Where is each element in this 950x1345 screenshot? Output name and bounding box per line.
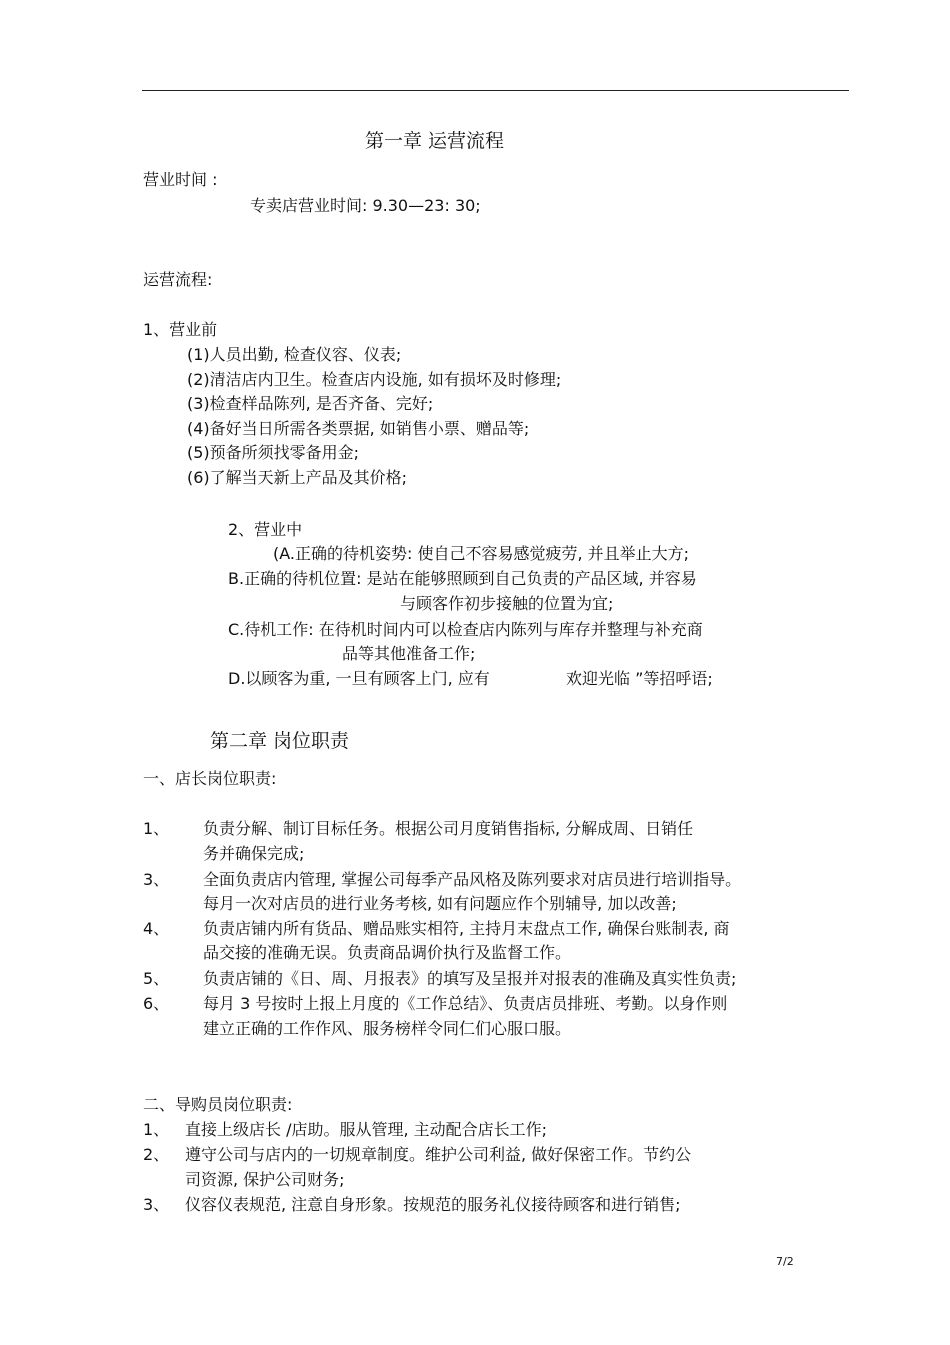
manager-item: 全面负责店内管理, 掌握公司每季产品风格及陈列要求对店员进行培训指导。 (203, 870, 742, 889)
chapter2-title: 第二章 岗位职责 (210, 730, 350, 752)
manager-item: 负责分解、制订目标任务。根据公司月度销售指标, 分解成周、日销任 (203, 819, 694, 838)
manager-item-cont: 建立正确的工作作风、服务榜样令同仁们心服口服。 (203, 1019, 572, 1038)
guide-item: 遵守公司与店内的一切规章制度。维护公司利益, 做好保密工作。节约公 (185, 1145, 692, 1164)
hours-line: 专卖店营业时间: 9.30—23: 30; (250, 196, 481, 215)
guide-item-cont: 司资源, 保护公司财务; (185, 1170, 345, 1189)
manager-item-number: 5、 (143, 969, 170, 988)
guide-heading: 二、导购员岗位职责: (143, 1095, 293, 1114)
manager-item: 每月 3 号按时上报上月度的《工作总结》、负责店员排班、考勤。以身作则 (203, 994, 728, 1013)
header-rule (142, 90, 849, 91)
chapter1-title: 第一章 运营流程 (365, 130, 505, 152)
guide-item-number: 3、 (143, 1195, 170, 1214)
manager-item: 负责店铺内所有货品、赠品账实相符, 主持月末盘点工作, 确保台账制表, 商 (203, 919, 730, 938)
pre-open-item: (1)人员出勤, 检查仪容、仪表; (187, 345, 402, 364)
guide-item: 仪容仪表规范, 注意自身形象。按规范的服务礼仪接待顾客和进行销售; (185, 1195, 681, 1214)
during-item-b-cont: 与顾客作初步接触的位置为宜; (400, 594, 614, 613)
manager-item: 负责店铺的《日、周、月报表》的填写及呈报并对报表的准确及真实性负责; (203, 969, 737, 988)
guide-item: 直接上级店长 /店助。服从管理, 主动配合店长工作; (185, 1120, 548, 1139)
during-item-d: D.以顾客为重, 一旦有顾客上门, 应有 (228, 669, 490, 688)
during-heading: 2、营业中 (228, 520, 303, 539)
manager-item-cont: 务并确保完成; (203, 844, 305, 863)
manager-item-number: 1、 (143, 819, 170, 838)
during-item-c-cont: 品等其他准备工作; (342, 644, 476, 663)
manager-item-number: 4、 (143, 919, 170, 938)
pre-open-item: (5)预备所须找零备用金; (187, 443, 360, 462)
pre-open-heading: 1、营业前 (143, 320, 218, 339)
page-number: 7/2 (776, 1255, 794, 1268)
hours-label: 营业时间 : (143, 170, 218, 189)
manager-item-cont: 品交接的准确无误。负责商品调价执行及监督工作。 (203, 943, 572, 962)
pre-open-item: (2)清洁店内卫生。检查店内设施, 如有损坏及时修理; (187, 370, 562, 389)
guide-item-number: 2、 (143, 1145, 170, 1164)
during-item-b: B.正确的待机位置: 是站在能够照顾到自己负责的产品区域, 并容易 (228, 569, 697, 588)
during-item-a: (A.正确的待机姿势: 使自己不容易感觉疲劳, 并且举止大方; (273, 544, 690, 563)
during-item-c: C.待机工作: 在待机时间内可以检查店内陈列与库存并整理与补充商 (228, 620, 703, 639)
manager-item-cont: 每月一次对店员的进行业务考核, 如有问题应作个别辅导, 加以改善; (203, 894, 677, 913)
pre-open-item: (3)检查样品陈列, 是否齐备、完好; (187, 394, 434, 413)
manager-item-number: 3、 (143, 870, 170, 889)
pre-open-item: (6)了解当天新上产品及其价格; (187, 468, 408, 487)
during-item-d-cont: 欢迎光临 ”等招呼语; (566, 669, 713, 688)
manager-item-number: 6、 (143, 994, 170, 1013)
guide-item-number: 1、 (143, 1120, 170, 1139)
pre-open-item: (4)备好当日所需各类票据, 如销售小票、赠品等; (187, 419, 530, 438)
flow-label: 运营流程: (143, 270, 213, 289)
manager-heading: 一、店长岗位职责: (143, 769, 277, 788)
